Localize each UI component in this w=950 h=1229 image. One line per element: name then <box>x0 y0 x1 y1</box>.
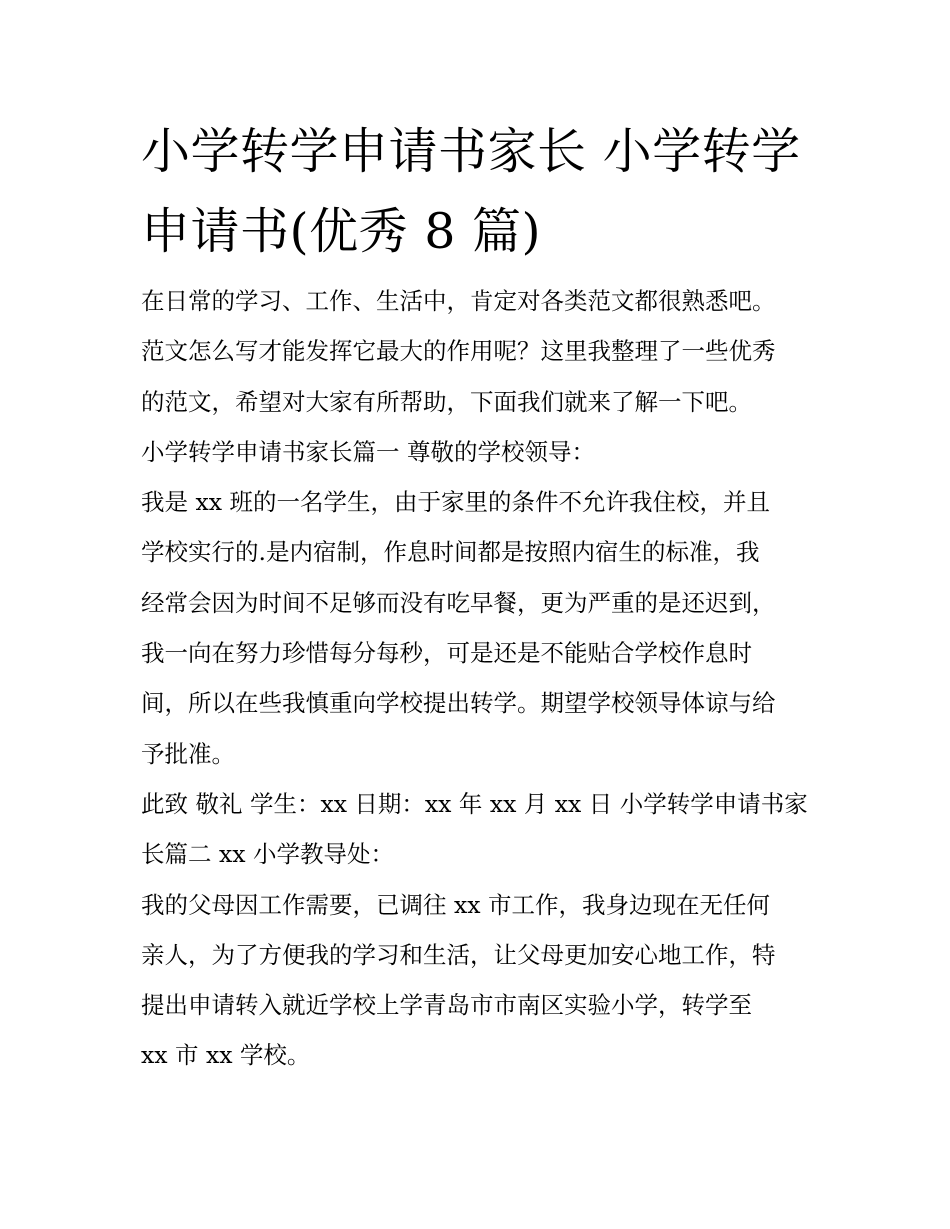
body-line: 予批准。 <box>141 739 235 768</box>
document-title <box>141 112 841 272</box>
body-line: 提出申请转入就近学校上学青岛市市南区实验小学，转学至 <box>141 991 752 1020</box>
title-line: 小学转学申请书家长 小学转学 <box>141 123 801 180</box>
body-line: 间，所以在些我慎重向学校提出转学。期望学校领导体谅与给 <box>141 689 776 718</box>
body-line: 此致 敬礼 学生：xx 日期：xx 年 xx 月 xx 日 小学转学申请书家 <box>141 789 808 818</box>
body-line: 我一向在努力珍惜每分每秒，可是还是不能贴合学校作息时 <box>141 639 752 668</box>
body-line: 长篇二 xx 小学教导处： <box>141 840 394 869</box>
body-line: 亲人，为了方便我的学习和生活，让父母更加安心地工作，特 <box>141 940 776 969</box>
body-line: 经常会因为时间不足够而没有吃早餐，更为严重的是还迟到， <box>141 588 776 617</box>
body-line: 我是 xx 班的一名学生，由于家里的条件不允许我住校，并且 <box>141 488 770 517</box>
document-body <box>141 276 831 1081</box>
body-line: 范文怎么写才能发挥它最大的作用呢？这里我整理了一些优秀 <box>141 337 776 366</box>
body-line: 学校实行的.是内宿制，作息时间都是按照内宿生的标准，我 <box>141 538 760 567</box>
body-line: 小学转学申请书家长篇一 尊敬的学校领导： <box>141 437 595 466</box>
body-line: xx 市 xx 学校。 <box>141 1041 311 1070</box>
title-line: 申请书(优秀 8 篇) <box>141 203 542 260</box>
body-line: 的范文，希望对大家有所帮助，下面我们就来了解一下吧。 <box>141 387 752 416</box>
body-line: 我的父母因工作需要，已调往 xx 市工作，我身边现在无任何 <box>141 890 770 919</box>
body-line: 在日常的学习、工作、生活中，肯定对各类范文都很熟悉吧。 <box>141 287 776 315</box>
